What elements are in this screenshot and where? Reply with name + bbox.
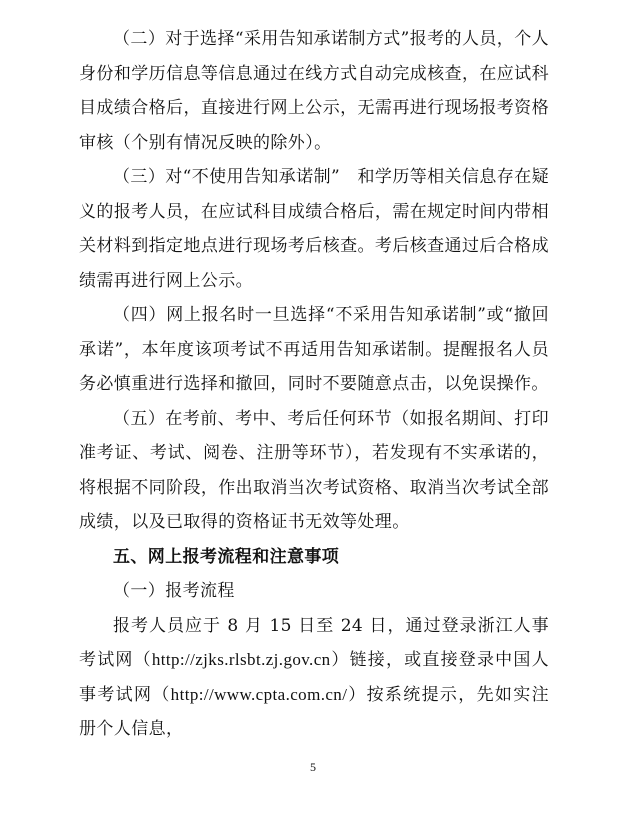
paragraph-item-5: （五）在考前、考中、考后任何环节（如报名期间、打印准考证、考试、阅卷、注册等环节），若发现有不实承诺的，将根据不同阶段，作出取消当次考试资格、取消当次考试全部成绩，以及已取得的资格证书无效等处理。 — [79, 408, 549, 532]
section-heading: 五、网上报考流程和注意事项 — [113, 546, 340, 567]
cpta-link[interactable]: http://www.cpta.com.cn/ — [170, 684, 348, 704]
paragraph-item-4: （四）网上报名时一旦选择“不采用告知承诺制”或“撤回承诺”，本年度该项考试不再适用告知承诺制。提醒报名人员务必慎重进行选择和撤回，同时不要随意点击，以免误操作。 — [79, 305, 549, 394]
registration-text-b: ）链接，或直接登录中国人事考试网（ — [79, 650, 549, 705]
registration-text-c: ）按系统提示，先如实注册个人信息， — [79, 684, 549, 739]
document-body — [79, 22, 549, 747]
paragraph-item-3: （三）对“不使用告知承诺制” 和学历等相关信息存在疑义的报考人员，在应试科目成绩合格后，需在规定时间内带相关材料到指定地点进行现场考后核查。考后核查通过后合格成绩需再进行网上公示。 — [79, 167, 549, 291]
sub-heading: （一）报考流程 — [113, 581, 235, 601]
page-number: 5 — [310, 760, 316, 774]
registration-text-a: 报考人员应于 8 月 15 日至 24 日，通过登录浙江人事考试网（ — [79, 615, 549, 670]
paragraph-item-2: （二）对于选择“采用告知承诺制方式”报考的人员，个人身份和学历信息等信息通过在线方式自动完成核查，在应试科目成绩合格后，直接进行网上公示，无需再进行现场报考资格审核（个别有情况反映的除外）。 — [79, 29, 549, 153]
registration-paragraph — [79, 609, 549, 747]
zjks-link[interactable]: http://zjks.rlsbt.zj.gov.cn — [151, 650, 331, 669]
